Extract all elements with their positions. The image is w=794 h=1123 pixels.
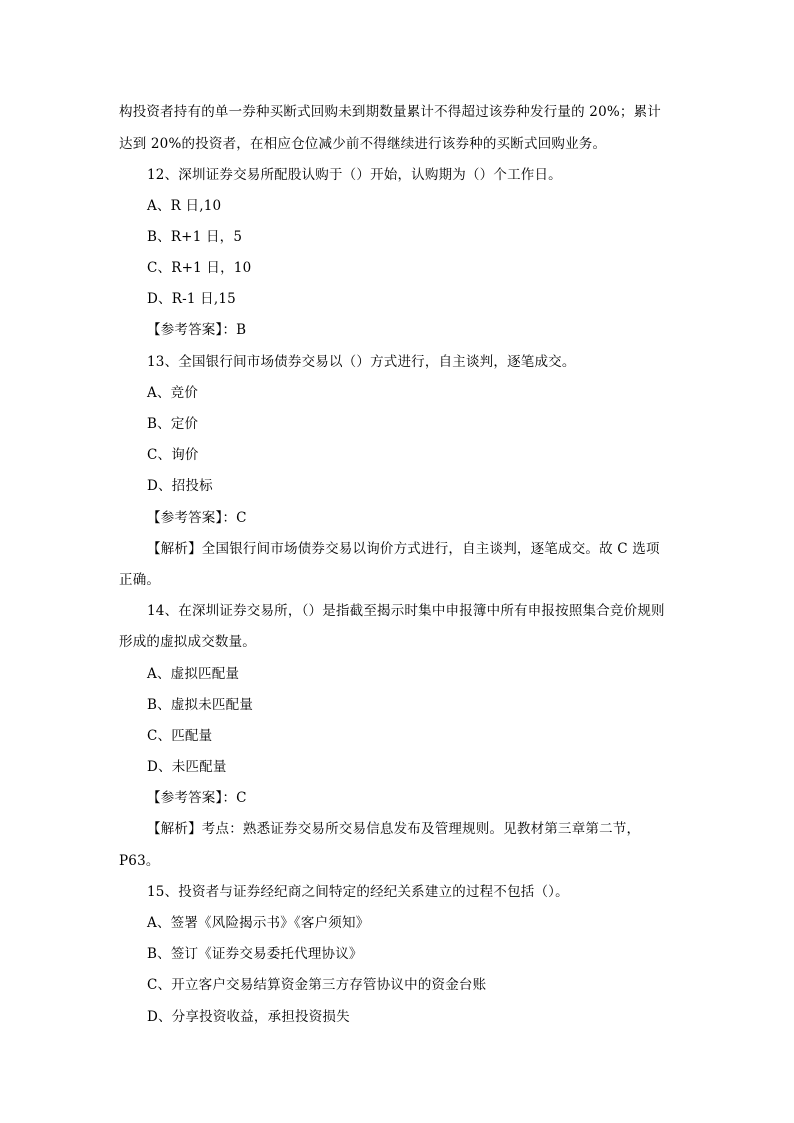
option-d: D、R-1 日,15 — [147, 291, 236, 307]
explanation-text: P63。 — [119, 853, 160, 869]
question-12: 12、深圳证券交易所配股认购于（）开始，认购期为（）个工作日。 — [147, 167, 562, 183]
option-c: C、询价 — [147, 447, 199, 463]
option-a: A、虚拟匹配量 — [147, 666, 240, 682]
option-a: A、签署《风险揭示书》《客户须知》 — [147, 915, 370, 931]
explanation-text: 【解析】全国银行间市场债券交易以询价方式进行，自主谈判，逐笔成交。故 C 选项 — [147, 541, 660, 557]
option-d: D、分享投资收益，承担投资损失 — [147, 1009, 350, 1025]
option-b: B、虚拟未匹配量 — [147, 697, 254, 713]
option-a: A、竞价 — [147, 385, 199, 401]
paragraph-text: 达到 20%的投资者，在相应仓位减少前不得继续进行该券种的买断式回购业务。 — [119, 136, 607, 152]
answer-label: 【参考答案】：B — [147, 322, 247, 338]
paragraph-text: 构投资者持有的单一券种买断式回购未到期数量累计不得超过该券种发行量的 20%；累计 — [119, 104, 661, 120]
option-b: B、定价 — [147, 416, 199, 432]
answer-label: 【参考答案】：C — [147, 790, 247, 806]
question-15: 15、投资者与证券经纪商之间特定的经纪关系建立的过程不包括（）。 — [147, 884, 569, 900]
answer-label: 【参考答案】：C — [147, 510, 247, 526]
option-b: B、签订《证券交易委托代理协议》 — [147, 946, 363, 962]
question-14: 形成的虚拟成交数量。 — [119, 634, 256, 650]
option-a: A、R 日,10 — [147, 198, 222, 214]
explanation-text: 正确。 — [119, 572, 161, 588]
option-c: C、开立客户交易结算资金第三方存管协议中的资金台账 — [147, 977, 487, 993]
option-c: C、R+1 日，10 — [147, 260, 252, 276]
question-14: 14、在深圳证券交易所，（）是指截至揭示时集中申报簿中所有申报按照集合竞价规则 — [147, 603, 665, 619]
option-d: D、招投标 — [147, 478, 213, 494]
option-c: C、匹配量 — [147, 728, 213, 744]
option-d: D、未匹配量 — [147, 759, 227, 775]
option-b: B、R+1 日，5 — [147, 229, 243, 245]
question-13: 13、全国银行间市场债券交易以（）方式进行，自主谈判，逐笔成交。 — [147, 354, 576, 370]
explanation-text: 【解析】考点：熟悉证券交易所交易信息发布及管理规则。见教材第三章第二节， — [147, 821, 641, 837]
